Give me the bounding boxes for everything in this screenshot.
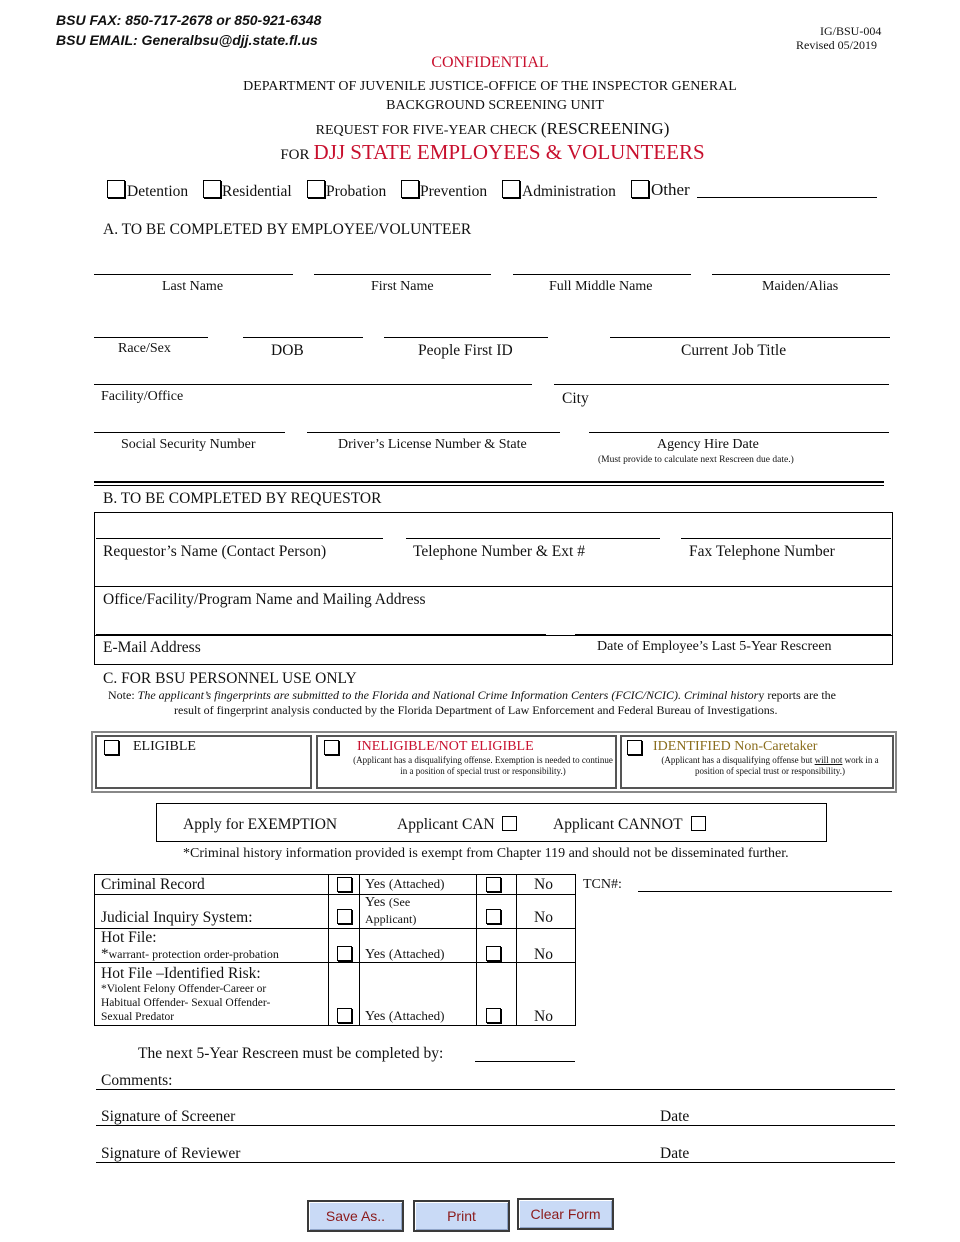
yes-label: Yes [365,877,386,892]
hot-risk-sub1: *Violent Felony Offender-Career or [101,983,267,995]
city-field[interactable] [554,384,889,385]
facility-field[interactable] [94,384,532,385]
last-name-field[interactable] [94,274,293,275]
dl-field[interactable] [307,432,560,433]
reviewer-signature-label: Signature of Reviewer [101,1145,241,1162]
requestor-box-divider-2 [95,635,892,636]
hot-risk-yes [365,1008,444,1025]
phone-label: Telephone Number & Ext # [413,543,585,560]
race-sex-field[interactable] [94,337,208,338]
rescreening-label: (RESCREENING) [540,119,670,138]
identified-label: IDENTIFIED Non-Caretaker [653,739,818,754]
hot-file-no-checkbox[interactable] [486,946,501,961]
probation-checkbox[interactable] [307,180,325,198]
criminal-no-label: No [534,876,553,893]
criminal-record-label: Criminal Record [101,876,205,893]
table-col-line [516,874,517,1026]
tcn-field[interactable] [638,891,892,892]
hire-date-label: Agency Hire Date [657,437,759,452]
revised-date: Revised 05/2019 [796,38,877,52]
note-italic: The applicant’s fingerprints are submitted to the Florida and National Crime Information Centers (FCIC/NCIC). Criminal histor [137,688,759,702]
people-first-field[interactable] [384,337,548,338]
yes-label: Yes [365,895,386,910]
hot-file-yes-checkbox[interactable] [337,946,352,961]
eligible-checkbox[interactable] [104,740,119,755]
reviewer-signature-line[interactable] [96,1162,895,1163]
hot-file-star: * [101,946,109,962]
save-as-button[interactable]: Save As.. [307,1200,404,1232]
job-title-field[interactable] [610,337,890,338]
facility-label: Facility/Office [101,389,184,404]
probation-label: Probation [326,183,387,200]
hot-file-label: Hot File: [101,929,157,946]
hot-file-yes [365,946,444,963]
middle-name-label: Full Middle Name [549,279,653,294]
eligible-label: ELIGIBLE [133,739,196,754]
hot-file-sub [101,945,279,963]
office-label: Office/Facility/Program Name and Mailing Address [103,591,426,608]
hot-risk-yes-checkbox[interactable] [337,1008,352,1023]
table-row-line [95,928,575,929]
form-id: IG/BSU-004 [820,24,882,38]
confidential-label: CONFIDENTIAL [431,54,549,71]
judicial-no-label: No [534,909,553,926]
middle-name-field[interactable] [513,274,691,275]
note-rest: y reports are the [758,688,836,702]
ssn-field[interactable] [94,432,285,433]
last-name-label: Last Name [162,279,224,294]
comments-field[interactable] [96,1089,895,1090]
identified-note [648,755,892,777]
dl-label: Driver’s License Number & State [338,437,527,452]
residential-checkbox[interactable] [203,180,221,198]
section-b-title: B. TO BE COMPLETED BY REQUESTOR [103,490,382,507]
bsu-fax: BSU FAX: 850-717-2678 or 850-921-6348 [56,12,322,28]
identified-checkbox[interactable] [627,740,642,755]
administration-label: Administration [522,183,616,200]
clear-form-button[interactable]: Clear Form [517,1198,614,1230]
hot-risk-label: Hot File –Identified Risk: [101,965,261,982]
identified-note-b: work in a position of special trust or responsibility.) [695,755,879,776]
job-title-label: Current Job Title [681,342,787,359]
maiden-alias-field[interactable] [712,274,890,275]
table-col-line [328,874,329,1026]
exempt-note: *Criminal history information provided is exempt from Chapter 119 and should not be disseminated further. [183,846,789,861]
ineligible-note: (Applicant has a disqualifying offense. Exemption is needed to continue in a position of special trust or responsibility.) [353,755,613,776]
administration-checkbox[interactable] [502,180,520,198]
tcn-label: TCN#: [583,877,622,892]
people-first-label: People First ID [418,342,513,359]
first-name-label: First Name [371,279,434,294]
screener-signature-label: Signature of Screener [101,1108,236,1125]
applicant-label: Applicant) [365,912,417,926]
hot-file-sub-text: warrant- protection order-probation [108,947,279,961]
detention-label: Detention [127,183,189,200]
section-divider-thin [94,485,884,486]
maiden-alias-label: Maiden/Alias [762,279,839,294]
attached-label: (Attached) [388,1008,445,1023]
fax-field[interactable] [681,538,891,539]
hot-file-no-label: No [534,946,553,963]
apply-exemption-label: Apply for EXEMPTION [183,816,338,833]
table-row-line [95,894,575,895]
fingerprint-note [108,688,888,703]
note-line-2: result of fingerprint analysis conducted by the Florida Department of Law Enforcement and Federal Bureau of Investigations. [174,703,778,717]
requestor-box-divider [95,586,892,587]
dob-label: DOB [271,342,304,359]
table-col-line [359,874,360,1026]
note-label: Note: [108,688,135,702]
criminal-yes-checkbox[interactable] [337,877,352,892]
applicant-can-checkbox[interactable] [502,816,517,831]
table-col-line [476,874,477,1026]
detention-checkbox[interactable] [107,180,125,198]
hot-risk-no-label: No [534,1008,553,1025]
requestor-name-label: Requestor’s Name (Contact Person) [103,543,327,560]
yes-label: Yes [365,947,386,962]
hot-risk-no-checkbox[interactable] [486,1008,501,1023]
section-a-title: A. TO BE COMPLETED BY EMPLOYEE/VOLUNTEER [103,221,472,238]
first-name-field[interactable] [314,274,491,275]
hire-date-note: (Must provide to calculate next Rescreen due date.) [598,455,794,465]
judicial-label: Judicial Inquiry System: [101,909,253,926]
dept-line: DEPARTMENT OF JUVENILE JUSTICE-OFFICE OF THE INSPECTOR GENERAL [243,79,737,94]
next-rescreen-label: The next 5-Year Rescreen must be completed by: [138,1045,444,1062]
for-title: DJJ STATE EMPLOYEES & VOLUNTEERS [313,140,705,164]
bsu-email: BSU EMAIL: Generalbsu@djj.state.fl.us [56,32,318,48]
for-line [0,140,960,165]
criminal-yes [365,876,444,893]
prevention-label: Prevention [420,183,488,200]
hire-date-field[interactable] [589,432,889,433]
next-rescreen-field[interactable] [475,1061,575,1062]
for-word: FOR [280,147,310,163]
last-rescreen-field[interactable] [575,634,891,635]
phone-field[interactable] [406,538,660,539]
applicant-cannot-label: Applicant CANNOT [553,816,683,833]
city-label: City [562,390,589,407]
comments-label: Comments: [101,1072,173,1089]
other-field[interactable] [697,197,877,198]
see-label: (See [388,895,411,909]
request-title: REQUEST FOR FIVE-YEAR CHECK [315,123,538,138]
screener-date-label: Date [660,1108,690,1125]
ssn-label: Social Security Number [121,437,256,452]
identified-note-u: will not [814,755,843,765]
hot-risk-sub2: Habitual Offender- Sexual Offender- [101,997,271,1009]
screener-signature-line[interactable] [96,1125,895,1126]
judicial-no-checkbox[interactable] [486,909,501,924]
prevention-checkbox[interactable] [401,180,419,198]
yes-label: Yes [365,1009,386,1024]
eligible-box [95,735,312,789]
applicant-can-label: Applicant CAN [397,816,495,833]
residential-label: Residential [222,183,292,200]
fax-label: Fax Telephone Number [689,543,835,560]
attached-label: (Attached) [388,876,445,891]
unit-line: BACKGROUND SCREENING UNIT [386,98,604,113]
other-checkbox[interactable] [631,180,649,198]
office-address-field[interactable] [96,634,546,635]
attached-label: (Attached) [388,946,445,961]
judicial-yes-checkbox[interactable] [337,909,352,924]
print-button[interactable]: Print [413,1200,510,1232]
section-c-title: C. FOR BSU PERSONNEL USE ONLY [103,670,357,687]
judicial-yes [365,895,410,911]
reviewer-date-label: Date [660,1145,690,1162]
criminal-no-checkbox[interactable] [486,877,501,892]
race-sex-label: Race/Sex [118,341,171,356]
identified-note-a: (Applicant has a disqualifying offense but [661,755,815,765]
section-divider [94,481,884,483]
ineligible-checkbox[interactable] [324,740,339,755]
hot-risk-sub3: Sexual Predator [101,1011,175,1023]
requestor-name-field[interactable] [96,538,383,539]
applicant-cannot-checkbox[interactable] [691,816,706,831]
other-label: Other [651,180,690,199]
ineligible-label: INELIGIBLE/NOT ELIGIBLE [357,739,534,754]
email-label: E-Mail Address [103,639,201,656]
last-rescreen-label: Date of Employee’s Last 5-Year Rescreen [597,639,832,654]
request-line [0,119,960,139]
dob-field[interactable] [243,337,363,338]
